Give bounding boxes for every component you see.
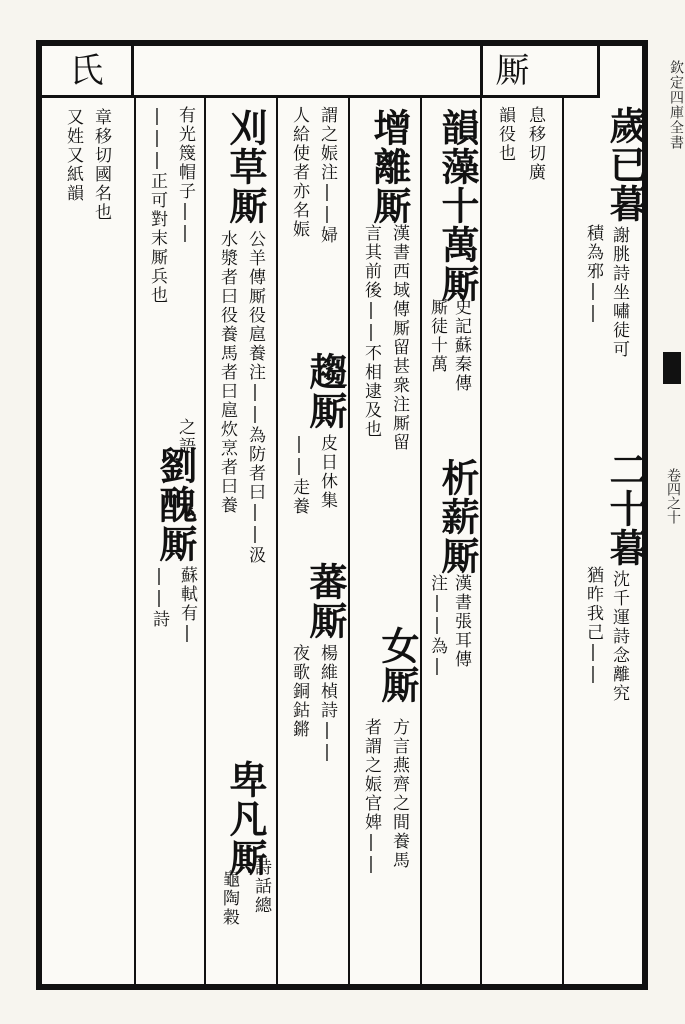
entry-text: 漢書張耳傳 bbox=[451, 574, 471, 669]
column-block-5 bbox=[278, 46, 348, 984]
entry-sub: ||詩 bbox=[149, 566, 169, 629]
header-left-char: 氏 bbox=[63, 52, 103, 86]
entry-sub: 注||為| bbox=[427, 574, 447, 678]
column-block-3 bbox=[422, 46, 480, 984]
entry-sub: 厮徒十萬 bbox=[427, 298, 447, 374]
entry-text: 史記蘇秦傳 bbox=[451, 298, 471, 393]
entry-text: 方言燕齊之間養馬 bbox=[389, 718, 409, 870]
page-frame bbox=[36, 40, 648, 990]
entry-text: 蘇軾有| bbox=[177, 566, 197, 645]
entry-head: 劉醜厮 bbox=[153, 446, 198, 563]
entry-text: 謝朓詩坐嘯徒可 bbox=[609, 226, 629, 359]
entry-head: 女厮 bbox=[375, 626, 420, 704]
entry-head: 刈草厮 bbox=[223, 108, 268, 225]
entry-text: 漢書西域傳厮留甚衆注厮留 bbox=[389, 224, 409, 452]
entry-sub: 夜歌銅鈷鏘 bbox=[289, 644, 309, 739]
entry-head: 韻藻十萬厮 bbox=[435, 108, 480, 303]
entry-text: 皮日休集 bbox=[317, 434, 337, 510]
entry-head: 卑凡厮 bbox=[223, 760, 268, 877]
column-block-4 bbox=[350, 46, 420, 984]
entry-sub: 言其前後||不相逮及也 bbox=[361, 224, 381, 439]
entry-sub: ||走養 bbox=[289, 434, 309, 516]
entry-sub: 猶昨我己|| bbox=[583, 566, 603, 686]
entry-sub: 韻役也 bbox=[495, 106, 515, 163]
column-block-6 bbox=[206, 46, 276, 984]
entry-head: 趨厮 bbox=[303, 352, 348, 430]
entry-sub: 又姓又紙韻 bbox=[63, 108, 83, 203]
entry-head: 謂之娠注||婦 bbox=[317, 106, 337, 245]
column-block-2 bbox=[482, 46, 562, 984]
entry-head: 蕃厮 bbox=[303, 562, 348, 640]
entry-head: 章移切國名也 bbox=[91, 108, 111, 222]
entry-text: 楊維楨詩|| bbox=[317, 644, 337, 764]
entry-sub: |||正可對末厮兵也 bbox=[147, 106, 167, 305]
spine-title: 欽定四庫全書 bbox=[668, 60, 684, 150]
column-block-8 bbox=[42, 46, 134, 984]
entry-sub: 龜陶穀 bbox=[219, 870, 239, 927]
entry-head: 增離厮 bbox=[367, 108, 412, 225]
column-block-7 bbox=[136, 46, 204, 984]
entry-sub: 人給使者亦名娠 bbox=[289, 106, 309, 239]
column-block-1 bbox=[564, 46, 648, 984]
entry-text: 詩話總 bbox=[251, 858, 271, 915]
header-right-char: 厮 bbox=[489, 52, 529, 86]
entry-text: 公羊傳厮役扈養注||為防者曰||汲 bbox=[245, 230, 265, 565]
fishtail-mark bbox=[663, 352, 681, 384]
entry-text: 沈千運詩念離究 bbox=[609, 570, 629, 703]
entry-head: 析薪厮 bbox=[435, 458, 480, 575]
entry-text: 之語 bbox=[175, 418, 195, 456]
entry-sub: 水漿者曰役養馬者曰扈炊烹者曰養 bbox=[217, 230, 237, 515]
entry-head: 歲已暮 bbox=[603, 106, 648, 223]
spine-chapter: 卷四之十 bbox=[665, 468, 681, 524]
entry-head: 二十暮 bbox=[603, 450, 648, 567]
entry-head: 有光篾帽子|| bbox=[175, 106, 195, 245]
entry-text: 息移切廣 bbox=[525, 106, 545, 182]
entry-sub: 者謂之娠官婢|| bbox=[361, 718, 381, 876]
entry-sub: 積為邪|| bbox=[583, 224, 603, 325]
